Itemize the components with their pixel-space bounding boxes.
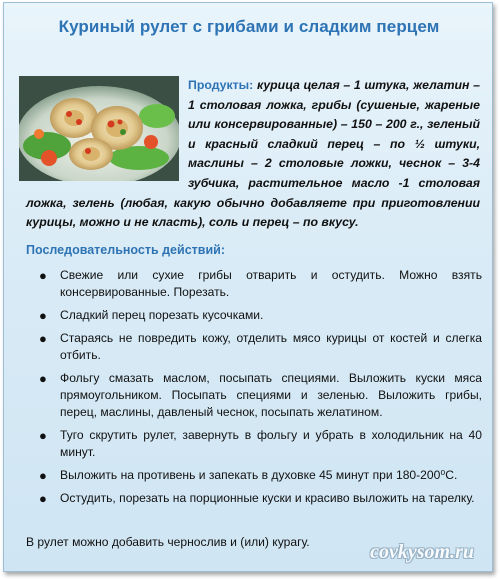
list-item: ● Фольгу смазать маслом, посыпать специями. Выложить куски мяса прямоугольником. Посыпать специями и зеленью. Выложить грибы, перец, маслины, давленый чеснок, посыпать желатином. xyxy=(39,371,482,419)
list-item: ● Свежие или сухие грибы отварить и остудить. Можно взять консервированные. Порезать. xyxy=(39,268,482,299)
list-item: ● Остудить, порезать на порционные куски и красиво выложить на тарелку. xyxy=(39,491,475,506)
chicken-roll-dish-photo-icon xyxy=(19,76,179,181)
list-item: ● Выложить на противень и запекать в духовке 45 минут при 180-200⁰С. xyxy=(39,468,458,483)
list-item: ● Сладкий перец порезать кусочками. xyxy=(39,308,264,323)
bullet-icon: ● xyxy=(39,331,47,346)
list-item: ● Туго скрутить рулет, завернуть в фольгу и убрать в холодильник на 40 минут. xyxy=(39,428,482,459)
recipe-card xyxy=(3,2,493,572)
list-item: ● Стараясь не повредить кожу, отделить мясо курицы от костей и слегка отбить. xyxy=(39,331,482,362)
site-watermark: covkysom.ru xyxy=(370,541,474,563)
steps-heading: Последовательность действий: xyxy=(26,243,225,257)
bullet-icon: ● xyxy=(39,268,47,283)
bullet-icon: ● xyxy=(39,308,47,323)
bullet-icon: ● xyxy=(39,468,47,483)
bullet-icon: ● xyxy=(39,371,47,386)
steps-list xyxy=(26,267,482,513)
bullet-icon: ● xyxy=(39,491,47,506)
recipe-note: В рулет можно добавить чернослив и (или) курагу. xyxy=(26,535,310,549)
recipe-title: Куриный рулет с грибами и сладким перцем xyxy=(58,17,440,36)
products-label: Продукты: xyxy=(188,78,254,92)
products-text: курица целая – 1 штука, желатин – 1 столовая ложка, грибы (сушеные, жареные или консервированные) – 150 – 200 г., зеленый и красный сладкий перец – по ½ штуки, маслины – 2 столовые ложки, чеснок – 3-4 зубчика, растительное масло -1 столовая ложка, зелень (любая, какую обычно добавляете при приготовлении курицы, можно и не класть), соль и перец – по вкусу. xyxy=(26,78,480,230)
bullet-icon: ● xyxy=(39,428,47,443)
